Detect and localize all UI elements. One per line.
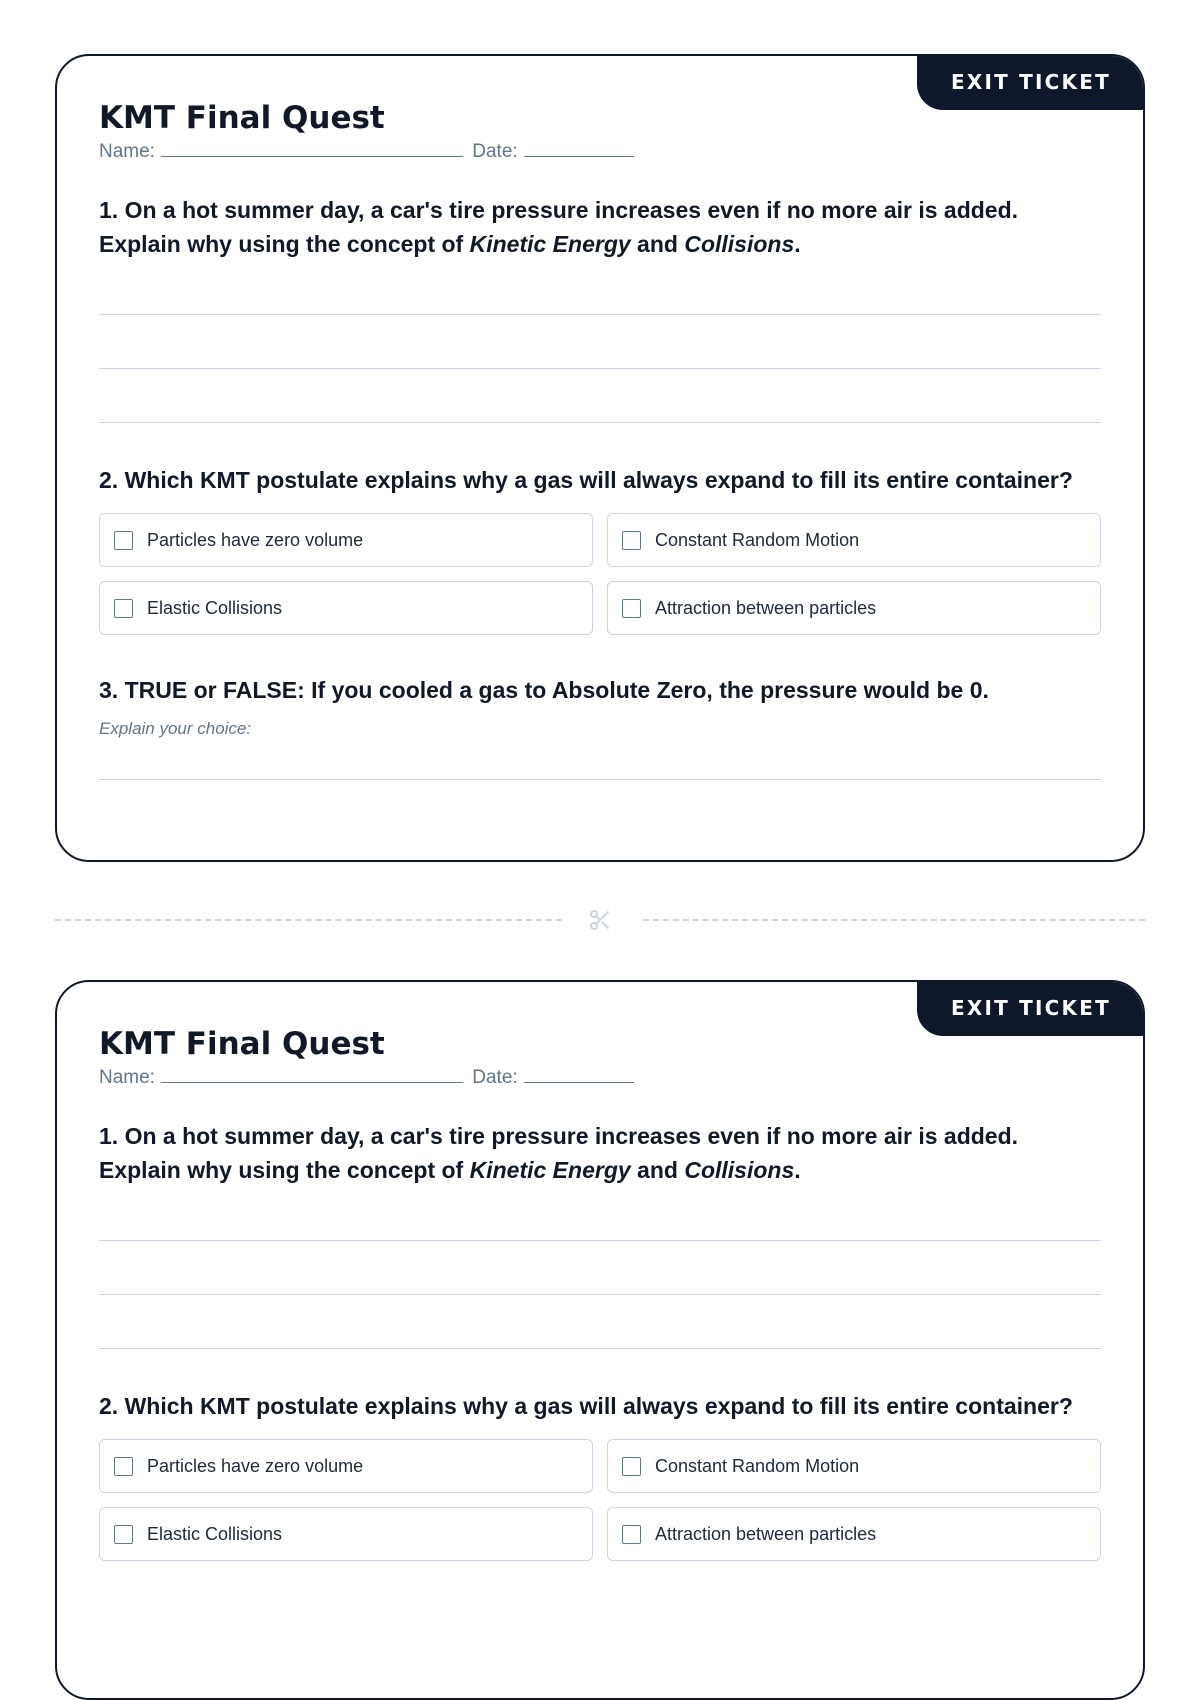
question-3-hint: Explain your choice: — [99, 719, 252, 738]
answer-line[interactable] — [99, 1187, 1101, 1241]
question-1-and: and — [637, 1157, 678, 1183]
term-kinetic-energy: Kinetic Energy — [469, 1157, 631, 1183]
name-date-line — [99, 136, 1101, 167]
date-label: Date: — [472, 141, 518, 162]
date-blank[interactable] — [524, 1062, 634, 1083]
option-random-motion[interactable] — [607, 513, 1101, 567]
option-label: Particles have zero volume — [147, 529, 364, 550]
question-1-text: 1. On a hot summer day, a car's tire pressure increases even if no more air is added. Explain why using the concept of — [99, 197, 1019, 257]
dashed-line — [55, 919, 562, 921]
term-kinetic-energy: Kinetic Energy — [469, 231, 631, 257]
question-1 — [99, 1119, 1101, 1187]
checkbox[interactable] — [114, 599, 133, 618]
question-1-text: 1. On a hot summer day, a car's tire pressure increases even if no more air is added. Explain why using the concept of — [99, 1123, 1019, 1183]
option-random-motion[interactable] — [607, 1439, 1101, 1493]
checkbox[interactable] — [114, 1525, 133, 1544]
option-attraction[interactable] — [607, 581, 1101, 635]
option-label: Attraction between particles — [655, 597, 877, 618]
exit-ticket-badge: EXIT TICKET — [917, 54, 1145, 110]
cut-line-divider — [55, 910, 1145, 930]
option-zero-volume[interactable] — [99, 1439, 593, 1493]
option-label: Elastic Collisions — [147, 1523, 283, 1544]
answer-line[interactable] — [99, 315, 1101, 369]
answer-line[interactable] — [99, 1241, 1101, 1295]
date-label: Date: — [472, 1067, 518, 1088]
question-1-period: . — [794, 1157, 801, 1183]
answer-line[interactable] — [99, 739, 1101, 780]
option-label: Constant Random Motion — [655, 529, 860, 550]
question-2-options — [99, 1439, 1101, 1561]
checkbox[interactable] — [114, 531, 133, 550]
exit-ticket-badge: EXIT TICKET — [917, 980, 1145, 1036]
answer-line[interactable] — [99, 261, 1101, 315]
exit-ticket-card — [55, 980, 1145, 1700]
option-label: Constant Random Motion — [655, 1455, 860, 1476]
question-2: 2. Which KMT postulate explains why a gas will always expand to fill its entire container? — [99, 467, 1073, 493]
scissors-icon — [588, 908, 612, 937]
question-2: 2. Which KMT postulate explains why a gas will always expand to fill its entire container? — [99, 1393, 1073, 1419]
option-label: Particles have zero volume — [147, 1455, 364, 1476]
option-label: Attraction between particles — [655, 1523, 877, 1544]
question-1-period: . — [794, 231, 801, 257]
checkbox[interactable] — [622, 1457, 641, 1476]
answer-line[interactable] — [99, 369, 1101, 423]
exit-ticket-card — [55, 54, 1145, 862]
name-blank[interactable] — [161, 1062, 463, 1083]
question-1-and: and — [637, 231, 678, 257]
answer-line[interactable] — [99, 1295, 1101, 1349]
name-blank[interactable] — [161, 136, 463, 157]
question-2-options — [99, 513, 1101, 635]
term-collisions: Collisions — [684, 1157, 795, 1183]
option-label: Elastic Collisions — [147, 597, 283, 618]
checkbox[interactable] — [114, 1457, 133, 1476]
term-collisions: Collisions — [684, 231, 795, 257]
checkbox[interactable] — [622, 1525, 641, 1544]
question-1 — [99, 193, 1101, 261]
option-elastic-collisions[interactable] — [99, 1507, 593, 1561]
option-zero-volume[interactable] — [99, 513, 593, 567]
checkbox[interactable] — [622, 599, 641, 618]
date-blank[interactable] — [524, 136, 634, 157]
option-elastic-collisions[interactable] — [99, 581, 593, 635]
option-attraction[interactable] — [607, 1507, 1101, 1561]
name-label: Name: — [99, 1067, 155, 1088]
name-date-line — [99, 1062, 1101, 1093]
name-label: Name: — [99, 141, 155, 162]
ticket-title: KMT Final Quest — [99, 100, 385, 136]
ticket-title: KMT Final Quest — [99, 1026, 385, 1062]
checkbox[interactable] — [622, 531, 641, 550]
question-3: 3. TRUE or FALSE: If you cooled a gas to Absolute Zero, the pressure would be 0. — [99, 677, 989, 703]
dashed-line — [643, 919, 1145, 921]
